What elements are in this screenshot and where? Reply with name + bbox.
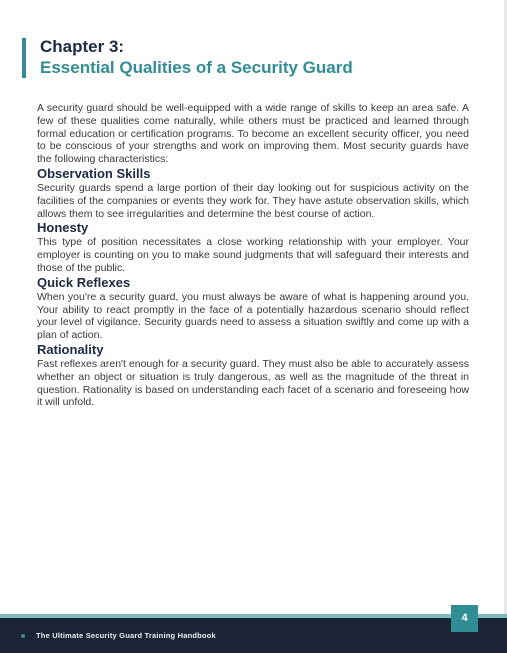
section-heading-rationality: Rationality xyxy=(37,341,104,357)
chapter-title: Essential Qualities of a Security Guard xyxy=(40,58,353,77)
section-body-observation-skills: Security guards spend a large portion of their day looking out for suspicious activity on the facilities of the companies or events they work for. They have astute observation skills, which allows them to see irregularities and determine the best course of action. xyxy=(37,181,469,220)
title-accent-bar xyxy=(22,38,26,78)
page-content xyxy=(37,102,469,409)
section-body-honesty: This type of position necessitates a close working relationship with your employer. Your employer is counting on you to make sound judgments that will safeguard their interests and those of the public. xyxy=(37,236,469,274)
section-heading-quick-reflexes: Quick Reflexes xyxy=(37,274,131,290)
chapter-label: Chapter 3: xyxy=(40,37,125,56)
section-heading-honesty: Honesty xyxy=(37,220,89,236)
page-number-badge: 4 xyxy=(451,605,478,632)
section-body-quick-reflexes: When you're a security guard, you must always be aware of what is happening around you. Your ability to react promptly in the face of a potentially hazardous scenario should reflect your level of vigilance. Security guards need to assess a situation swiftly and come up with a plan of action. xyxy=(37,290,469,342)
footer-book-title: The Ultimate Security Guard Training Handbook xyxy=(36,631,216,640)
page-footer xyxy=(0,618,507,653)
section-body-rationality: Fast reflexes aren't enough for a security guard. They must also be able to accurately assess whether an object or situation is truly dangerous, as well as the magnitude of the threat in question. Rationality is based on understanding each facet of a scenario and foreseeing how it will unfold. xyxy=(37,357,469,409)
intro-paragraph: A security guard should be well-equipped with a wide range of skills to keep an area safe. A few of these qualities come naturally, while others must be practiced and learned through formal education or certification programs. To become an excellent security officer, you need to be conscious of your strengths and work on improving them. Most security guards have the following characteristics: xyxy=(37,102,469,166)
section-heading-observation-skills: Observation Skills xyxy=(37,165,151,181)
chapter-title-block xyxy=(22,37,462,79)
footer-bullet-icon xyxy=(21,634,25,638)
